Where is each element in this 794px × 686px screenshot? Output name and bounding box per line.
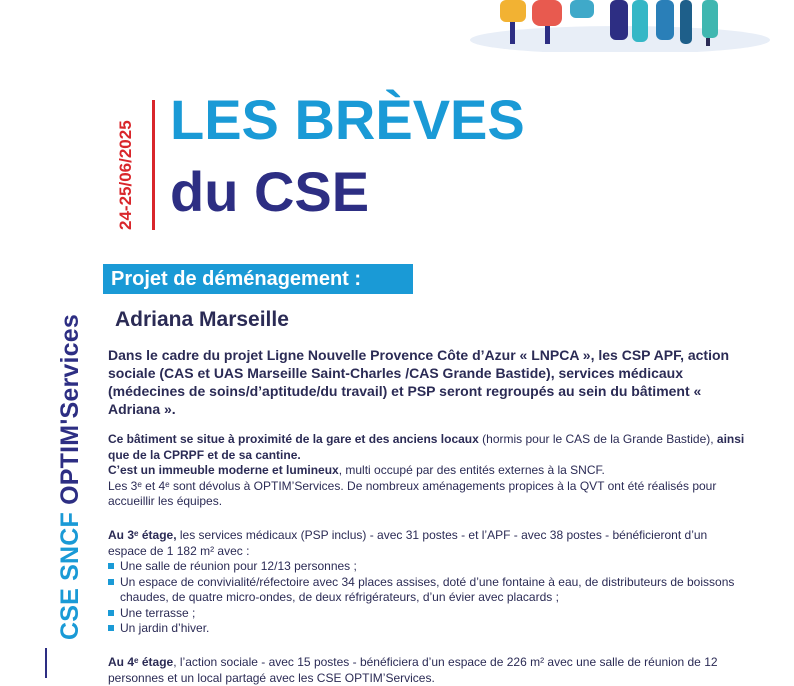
people-illustration-icon: [470, 0, 770, 52]
third-floor-lead-rest: les services médicaux (PSP inclus) - avec 31 postes - et l’APF - avec 38 postes - bénéficieront d’un espace de 1 182 m² avec :: [108, 528, 708, 558]
building-s2-bold: ainsi que de la CPRPF et de sa cantine.: [108, 432, 745, 462]
list-item: Un espace de convivialité/réfectoire avec 34 places assises, doté d’une fontaine à eau, de distributeurs de boissons chaudes, de quatre micro-ondes, de deux réfrigérateurs, d’un évier avec placards ;: [108, 575, 748, 606]
building-s3-bold: C’est un immeuble moderne et lumineux: [108, 463, 339, 477]
fourth-floor-lead-rest: , l’action sociale - avec 15 postes - bénéficiera d’un espace de 226 m² avec une salle de réunion de 12 personnes et un local partagé avec les CSE OPTIM’Services.: [108, 655, 718, 685]
sidebar-brand-part2: OPTIM'Services: [56, 314, 84, 505]
third-floor-paragraph: [108, 528, 748, 637]
building-paragraph: [108, 432, 748, 510]
page-title-line1: LES BRÈVES: [170, 88, 525, 151]
fourth-floor-lead: Au 4ᵉ étage: [108, 655, 174, 669]
third-floor-lead: Au 3ᵉ étage,: [108, 528, 177, 542]
fourth-floor-paragraph: [108, 655, 748, 686]
building-s1-rest: (hormis pour le CAS de la Grande Bastide),: [478, 432, 717, 446]
sidebar-brand-part1: CSE SNCF: [56, 504, 84, 640]
building-s1-bold: Ce bâtiment se situe à proximité de la gare et des anciens locaux: [108, 432, 479, 446]
building-s4: Les 3ᵉ et 4ᵉ sont dévolus à OPTIM’Services. De nombreux aménagements propices à la QVT ont été réalisés pour accueillir les équipes.: [108, 478, 717, 508]
list-item: Une terrasse ;: [108, 606, 748, 622]
list-item: Un jardin d’hiver.: [108, 621, 748, 637]
building-s3-rest: , multi occupé par des entités externes à la SNCF.: [338, 463, 605, 477]
list-item: Une salle de réunion pour 12/13 personnes ;: [108, 559, 748, 575]
page-title-line2: du CSE: [170, 160, 370, 223]
third-floor-list: [108, 559, 748, 637]
subsection-title: Adriana Marseille: [115, 308, 289, 331]
issue-date: 24-25/06/2025: [116, 120, 135, 230]
sidebar-brand: [56, 314, 85, 640]
title-divider: [152, 100, 155, 230]
section-tag: Projet de déménagement :: [103, 264, 413, 294]
sidebar-divider: [45, 648, 47, 678]
intro-paragraph: Dans le cadre du projet Ligne Nouvelle Provence Côte d’Azur « LNPCA », les CSP APF, action sociale (CAS et UAS Marseille Saint-Charles /CAS Grande Bastide), services médicaux (médecines de soins/d’aptitude/du travail) et PSP seront regroupés au sein du bâtiment « Adriana ».: [108, 347, 730, 417]
